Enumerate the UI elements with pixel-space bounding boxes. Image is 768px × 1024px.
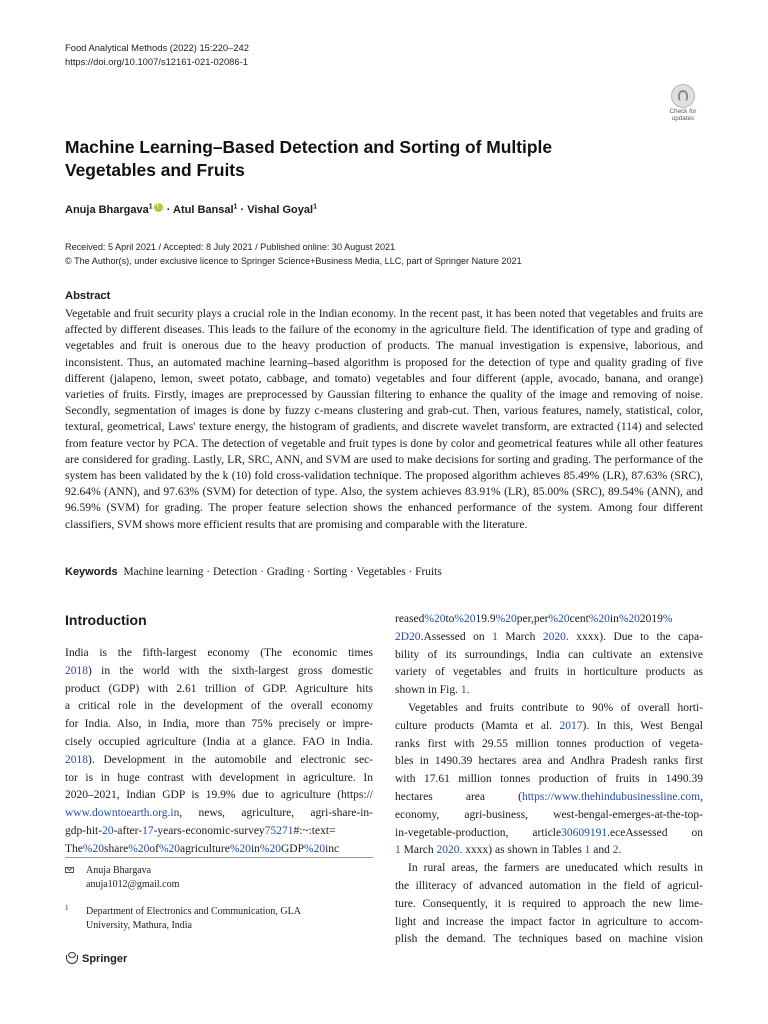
body-text-line [65,716,373,734]
body-text-line [395,647,703,665]
reference-link[interactable]: %20 [454,613,476,625]
body-text: In rural areas, the farmers are uneducated which results in [408,862,703,875]
body-text-line [65,698,373,716]
crossmark-line2: updates [671,115,695,122]
body-text-line [65,805,373,823]
body-text: hectares area ( [395,790,522,803]
reference-link[interactable]: 2020 [436,844,460,857]
body-text-line [395,914,703,932]
reference-link[interactable]: %20 [304,842,326,855]
body-text-line [395,718,703,736]
paper-title: Machine Learning–Based Detection and Sorting of Multiple Vegetables and Fruits [65,137,552,180]
reference-link[interactable]: 17 [142,824,154,837]
body-text: variety of vegetables and fruits in horticulture products as [395,666,703,679]
body-text-line [395,664,703,682]
body-text: . xxxx). Due to the capa- [565,630,703,643]
crossmark-line1: Check for [669,108,697,115]
body-text: , news, agriculture, agri-share-in- [179,807,373,820]
body-text-line [395,878,703,896]
body-text: plish the demand. The techniques based on machine vision [395,933,703,946]
body-text: GDP [280,842,304,855]
body-text-line [395,629,703,647]
body-text: economy, agri-business, west-bengal-emerges-at-the-top- [395,808,703,821]
body-text-line [395,611,703,629]
reference-link[interactable]: 75271 [264,824,294,837]
reference-link[interactable]: %20 [495,613,517,625]
body-text: with 17.61 million tonnes production of fruits in 1490.39 [395,773,703,786]
body-text: product (GDP) with 2.61 trillion of GDP. Agriculture hits [65,682,373,695]
body-text-line [65,681,373,699]
doi-link[interactable]: https://doi.org/10.1007/s12161-021-02086-1 [65,56,248,67]
author-name[interactable]: Anuja Bhargava [65,204,149,216]
body-text-line [65,663,373,681]
reference-link[interactable]: %20 [588,613,610,625]
body-text-line [395,825,703,843]
body-text-line [395,771,703,789]
reference-link[interactable]: %20 [424,613,446,625]
abstract-heading: Abstract [65,290,111,302]
author-affiliation-mark: 1 [313,203,317,211]
body-text-line [395,682,703,700]
author-name[interactable]: Vishal Goyal [247,204,314,216]
body-text-line [65,823,373,841]
body-text: for India. Also, in India, more than 75% precisely or impre- [65,718,373,731]
author-name[interactable]: Atul Bansal [173,204,234,216]
reference-link[interactable]: 2D20 [395,630,421,643]
body-text: bles in 1490.39 hectares area and Andhra Pradesh ranks first [395,755,703,768]
body-text: March [400,844,437,857]
author-affiliation-mark: 1 [233,203,238,211]
publication-dates: Received: 5 April 2021 / Accepted: 8 July 2021 / Published online: 30 August 2021 [65,242,396,252]
reference-link[interactable]: 2020 [542,630,566,643]
reference-link[interactable]: 2018 [65,753,88,766]
introduction-left-column [65,645,373,859]
body-text: culture products (Mamta et al. [395,719,560,732]
body-text-line [395,700,703,718]
body-text-line [65,841,373,859]
envelope-icon [65,867,74,873]
body-text-line [395,753,703,771]
reference-link[interactable]: %20 [548,613,570,625]
body-text: in [250,842,260,855]
body-text: March [497,630,543,643]
body-text-line [395,736,703,754]
body-text-line [395,931,703,949]
body-text-line [65,734,373,752]
springer-horse-icon [65,952,79,966]
keywords-label: Keywords [65,566,118,578]
reference-link[interactable]: 30609191 [561,826,608,839]
reference-link[interactable]: 2018 [65,664,88,677]
reference-link[interactable]: % [662,613,673,625]
publisher-name: Springer [82,953,128,965]
body-text-line [395,807,703,825]
body-text: bility of its surroundings, India can cultivate an extensive [395,648,703,661]
footnote-divider [65,857,373,858]
affiliation-line-1: Department of Electronics and Communication, GLA [86,906,301,917]
reference-link[interactable]: 1 [584,844,591,857]
reference-link[interactable]: 2017 [559,719,583,732]
affiliation-line-2: University, Mathura, India [86,920,192,931]
body-text: to [445,613,455,625]
body-text-line [65,770,373,788]
body-text: agriculture [180,842,230,855]
body-text-line [395,789,703,807]
reference-link[interactable]: %20 [618,613,640,625]
reference-link[interactable]: https://www.thehindubusinessline.com [521,790,701,803]
introduction-right-column [395,611,703,949]
body-text: share [103,842,129,855]
journal-citation: Food Analytical Methods (2022) 15:220–242 [65,42,249,53]
body-text: of [149,842,159,855]
body-text-line [395,896,703,914]
crossmark-icon [671,84,695,108]
reference-link[interactable]: %20 [128,842,150,855]
reference-link[interactable]: www.downtoearth.org.in [65,807,180,820]
body-text: Vegetables and fruits contribute to 90% of overall horti- [408,701,703,714]
body-text: -years-economic-survey [153,824,265,837]
body-text: 2020–2021, Indian GDP is 19.9% due to agriculture (https:// [65,789,373,802]
body-text: and [590,844,613,857]
body-text: ). In this, West Bengal [582,719,703,732]
body-text: . [466,684,470,697]
author-separator: · [163,204,174,216]
reference-link[interactable]: %20 [82,842,104,855]
affiliation-number: 1 [65,904,69,912]
reference-link[interactable]: %20 [229,842,251,855]
body-text: shown in Fig. [395,684,461,697]
body-text: light and increase the impact factor in agriculture to accom- [395,915,703,928]
body-text-line [65,645,373,663]
reference-link[interactable]: 1 [492,630,498,643]
abstract-body: Vegetable and fruit security plays a crucial role in the Indian economy. In the recent past, it has been noted that vegetables and fruits are affected by different diseases. This leads to the failure of the economy in the agriculture field. The identification of type and grading of vegetables and fruit is onerous due to the heavy production of products. The manual investigation is expensive, laborious, and inconsistent. Thus, an automated machine learning–based algorithm is proposed for the detection of type and quality grading of five different (jalapeno, lemon, sweet potato, cabbage, and tomato) vegetables and four different (apple, avocado, banana, and orange) varieties of fruits. Firstly, images are preprocessed by Gaussian filtering to enhance the quality of the image and removing of noise. Secondly, segmentation of images is done by fuzzy c-means clustering and grab-cut. Then, various features, namely, statistical, color, textural, geometrical, Laws' texture energy, the histogram of gradients, and discrete wavelet transform, are extracted (114) and selected from feature vector by PCA. The detection of vegetable and fruit types is done by color and geometrical features while all other features are considered for grading. Lastly, LR, SRC, ANN, and SVM are used to make decisions for sorting and grading. The performance of the system has been validated by the k (10) fold cross-validation technique. The proposed algorithm achieves 85.49% (LR), 87.63% (SRC), 92.64% (ANN), and 97.63% (SVM) for detection of type. Also, the system achieves 83.91% (LR), 85.00% (SRC), 89.54% (ANN), and 96.59% (SVM) for grading. The proper feature selection shows the enhanced performance of the system. Among four different classifiers, SVM shows more efficient results that are promising and comparable with the literature. [65,307,703,531]
body-text: cent [569,613,589,625]
keywords-list: Machine learning · Detection · Grading · Sorting · Vegetables · Fruits [123,566,442,578]
author-separator: · [237,204,248,216]
body-text: per,per [516,613,549,625]
copyright-notice: © The Author(s), under exclusive licence to Springer Science+Business Media, LLC, part of Springer Nature 2021 [65,256,522,266]
keywords [65,566,442,578]
body-text: ture. Consequently, it is required to approach the new lime- [395,897,703,910]
body-text: -after- [113,824,143,837]
body-text: ) in the world with the sixth-largest gross domestic [88,664,373,677]
body-text: a critical role in the development of the overall economy [65,700,373,713]
body-text-line [65,787,373,805]
body-text: The [65,842,83,855]
reference-link[interactable]: %20 [259,842,281,855]
reference-link[interactable]: %20 [158,842,181,855]
body-text: tor is in huge contrast with development in agriculture. In [65,771,373,784]
reference-link[interactable]: 1 [395,844,401,857]
body-text: 19.9 [475,613,496,625]
introduction-heading: Introduction [65,612,147,628]
body-text: gdp-hit- [65,824,103,837]
body-text: . xxxx) as shown in Tables [459,844,585,857]
corresponding-author-name: Anuja Bhargava [86,865,152,876]
body-text: , [700,790,703,803]
author-list [65,203,317,216]
body-text: India is the fifth-largest economy (The economic times [65,647,373,659]
orcid-icon[interactable] [154,203,163,212]
body-text: in [609,613,619,625]
body-text: .Assessed on [420,630,493,643]
body-text: ). Development in the automobile and electronic sec- [88,753,373,766]
reference-link[interactable]: 20 [102,824,114,837]
body-text: #:~:text= [293,824,336,837]
body-text: inc [325,842,340,855]
body-text: ranks first with 29.55 million tonnes production of vegeta- [395,737,703,750]
body-text-line [395,860,703,878]
check-for-updates-badge[interactable] [662,84,704,124]
body-text-line [65,752,373,770]
corresponding-author-email[interactable]: anuja1012@gmail.com [86,879,180,890]
body-text-line [395,842,703,860]
body-text: reased [395,613,425,625]
body-text: .eceAssessed on [607,826,704,839]
reference-link[interactable]: 2 [612,844,619,857]
body-text: . [618,844,622,857]
reference-link[interactable]: 1 [460,684,467,697]
body-text: cisely occupied agriculture (India at a glance. FAO in India. [65,735,373,748]
body-text: in-vegetable-production, article [395,826,562,839]
body-text: 2019 [639,613,663,625]
author-affiliation-mark: 1 [148,203,153,211]
body-text: the illiteracy of advanced automation in the field of agricul- [395,879,703,892]
